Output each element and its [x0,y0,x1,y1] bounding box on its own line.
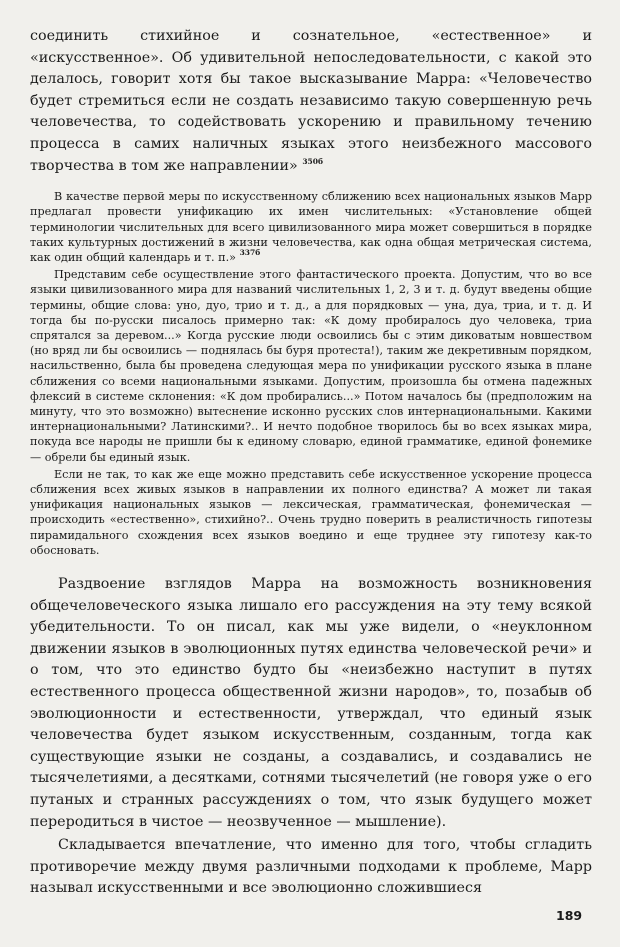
paragraph-3: Складывается впечатление, что именно для того, чтобы сгладить противоречие между двумя различными подходами к проблеме, Марр называл искусственными и все эволюционно сложившиеся [30,837,592,897]
main-text-top [30,26,592,177]
small-paragraph-1 [30,189,592,265]
main-text-bottom [30,574,592,900]
paragraph-2: Раздвоение взглядов Марра на возможность возникновения общечеловеческого языка лишало его рассуждения на эту тему всякой убедительности. То он писал, как мы уже видели, о «неуклонном движении языков в эволюционных путях единства человеческой речи» и о том, что это единство будто бы «неизбежно наступит в путях естественного процесса общественной жизни народов», то, позабыв об эволюционности и естественности, утверждал, что единый язык человечества будет языком искусственным, созданным, тогда как существующие языки не созданы, а создавались, и создавались не тысячелетиями, а десятками, сотнями тысячелетий (не говоря уже о его путаных и странных рассуждениях о том, что язык будущего может переродиться в чистое — неозвученное — мышление). [30,576,592,830]
footnote-ref-2: 337б [239,247,261,257]
small-paragraph-2: Представим себе осуществление этого фантастического проекта. Допустим, что во все языки цивилизованного мира для названий числительных 1, 2, 3 и т. д. будут введены общие термины, общие слова: уно, дуо, трио и т. д., а для порядковых — уна, дуа, триа, и т. д. И тогда бы по-русски писалось примерно так: «К дому пробиралось дуо человека, триа спрятался за деревом...» Когда русские люди освоились бы с этим диковатым новшеством (но вряд ли бы освоились — поднялась бы буря протеста!), таким же декретивным порядком, насильственно, была бы проведена следующая мера по унификации русского языка в плане сближения со всеми национальными языками. Допустим, произошла бы отмена падежных флексий в системе склонения: «К дом пробирались...» Потом началось бы (предположим на минуту, что это возможно) вытеснение исконно русских слов интернациональными. Какими интернациональными? Латинскими?.. И нечто подобное творилось бы во всех языках мира, покуда все народы не пришли бы к единому словарю, единой грамматике, единой фонемике — обрели бы единый язык. [30,268,592,464]
page-number: 189 [556,908,583,923]
inset-small-text [30,189,592,558]
small-paragraph-3: Если не так, то как же еще можно представить себе искусственное ускорение процесса сближения всех живых языков в направлении их полного единства? А может ли такая унификация национальных языков — лексическая, грамматическая, фонемическая — происходить «естественно», стихийно?.. Очень трудно поверить в реалистичность гипотезы пирамидального схождения всех языков воедино и еще труднее эту гипотезу как-то обосновать. [30,467,592,557]
book-page [30,26,592,900]
paragraph-1-text: соединить стихийное и сознательное, «естественное» и «искусственное». Об удивительной непоследовательности, с какой это делалось, говорит хотя бы такое высказывание Марра: «Человечество будет стремиться если не создать независимо такую совершенную речь человечества, то содействовать ускорению и правильному течению процесса в самих наличных языках этого неизбежного массового творчества в том же направлении» [30,28,592,174]
paragraph-1 [30,26,592,177]
small-paragraph-1-text: В качестве первой меры по искусственному сближению всех национальных языков Марр предлагал провести унификацию их имен числительных: «Установление общей терминологии числительных для всего цивилизованного мира может совершиться в порядке таких культурных достижений в жизни человечества, как одна общая метрическая система, как один общий календарь и т. п.» [30,190,592,264]
footnote-ref-1: 350б [302,156,323,166]
